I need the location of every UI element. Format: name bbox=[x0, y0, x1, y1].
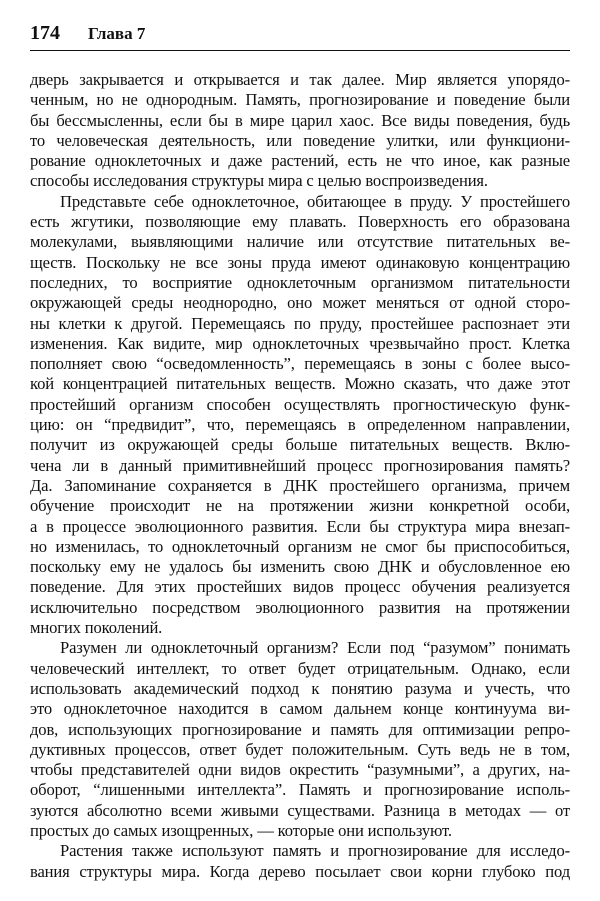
text-line: молекулами, выявляющими наличие или отсутствие питательных ве- bbox=[30, 232, 570, 252]
text-line: Растения также используют память и прогнозирование для исследо- bbox=[60, 841, 570, 861]
text-line: Представьте себе одноклеточное, обитающее в пруду. У простейшего bbox=[60, 191, 570, 211]
page-header bbox=[30, 20, 570, 50]
page-number: 174 bbox=[30, 22, 60, 44]
text-line: многих поколений. bbox=[30, 618, 163, 638]
text-line: то человеческая деятельность, или поведение улитки, или функциони- bbox=[30, 130, 570, 150]
text-line: чтобы представителей одни видов окрестить “разумными”, а других, на- bbox=[30, 760, 570, 780]
text-line: обучение происходит не на протяжении жизни конкретной особи, bbox=[30, 496, 570, 516]
text-line: бы бессмысленны, если бы в мире царил хаос. Все виды поведения, будь bbox=[30, 110, 570, 130]
text-line: человеческий интеллект, то ответ будет отрицательным. Однако, если bbox=[30, 658, 570, 678]
text-line: рование одноклеточных и даже растений, есть не что иное, как разные bbox=[30, 151, 570, 171]
text-line: исключительно посредством эволюционного развития на протяжении bbox=[30, 597, 570, 617]
chapter-title: Глава 7 bbox=[88, 24, 146, 43]
text-line: это одноклеточное находится в самом дальнем конце континуума ви- bbox=[30, 699, 570, 719]
text-line: простых до самых изощренных, — которые они используют. bbox=[30, 820, 452, 840]
text-line: простейший организм способен осуществлять прогностическую функ- bbox=[30, 394, 570, 414]
text-line: дверь закрывается и открывается и так далее. Мир является упорядо- bbox=[30, 70, 570, 89]
text-line: цию: он “предвидит”, что, перемещаясь в определенном направлении, bbox=[30, 415, 570, 435]
text-line: оборот, “лишенными интеллекта”. Память и прогнозирование исполь- bbox=[30, 780, 570, 800]
text-line: а в процессе эволюционного развития. Если бы структура мира внезап- bbox=[30, 516, 570, 536]
text-line: изменения. Как видите, мир одноклеточных чрезвычайно прост. Клетка bbox=[30, 333, 570, 353]
text-line: кой концентрацией питательных веществ. Можно сказать, что даже этот bbox=[30, 374, 570, 394]
text-line: зуются абсолютно всеми живыми существами. Разница в методах — от bbox=[30, 800, 570, 820]
text-line: ченным, но не однородным. Память, прогнозирование и поведение были bbox=[30, 90, 570, 110]
paragraph bbox=[30, 841, 570, 882]
paragraph bbox=[30, 70, 570, 192]
text-line: вания структуры мира. Когда дерево посылает свои корни глубоко под bbox=[30, 861, 570, 881]
body-text bbox=[30, 70, 570, 882]
text-line: ны клетки к другой. Перемещаясь по пруду, простейшее распознает эти bbox=[30, 313, 570, 333]
text-line: но изменилась, то одноклеточный организм не смог бы приспособиться, bbox=[30, 536, 570, 556]
text-line: чена ли в данный примитивнейший процесс прогнозирования память? bbox=[30, 455, 570, 475]
text-line: окружающей среды неоднородно, оно может меняться от одной сторо- bbox=[30, 293, 570, 313]
text-line: использовать академический подход к понятию разума и учесть, что bbox=[30, 678, 570, 698]
text-line: ществ. Поскольку не все зоны пруда имеют одинаковую концентрацию bbox=[30, 252, 570, 272]
paragraph bbox=[30, 638, 570, 841]
text-line: получит из окружающей среды больше питательных веществ. Вклю- bbox=[30, 435, 570, 455]
text-line: Да. Запоминание сохраняется в ДНК простейшего организма, причем bbox=[30, 475, 570, 495]
header-rule bbox=[30, 50, 570, 51]
text-line: способы исследования структуры мира с целью воспроизведения. bbox=[30, 171, 488, 191]
text-line: дов, использующих прогнозирование и память для оптимизации репро- bbox=[30, 719, 570, 739]
text-line: поведение. Для этих простейших видов процесс обучения реализуется bbox=[30, 577, 570, 597]
text-line: дуктивных процессов, ответ будет положительным. Суть ведь не в том, bbox=[30, 739, 570, 759]
paragraph bbox=[30, 192, 570, 639]
text-line: Разумен ли одноклеточный организм? Если под “разумом” понимать bbox=[60, 638, 570, 658]
text-line: пополняет свою “осведомленность”, перемещаясь в зоны с более высо- bbox=[30, 354, 570, 374]
text-line: последних, то восприятие одноклеточным организмом питательности bbox=[30, 272, 570, 292]
text-line: поскольку ему не удалось бы изменить свою ДНК и обусловленное ею bbox=[30, 557, 570, 577]
text-line: есть жгутики, позволяющие ему плавать. Поверхность его образована bbox=[30, 212, 570, 232]
